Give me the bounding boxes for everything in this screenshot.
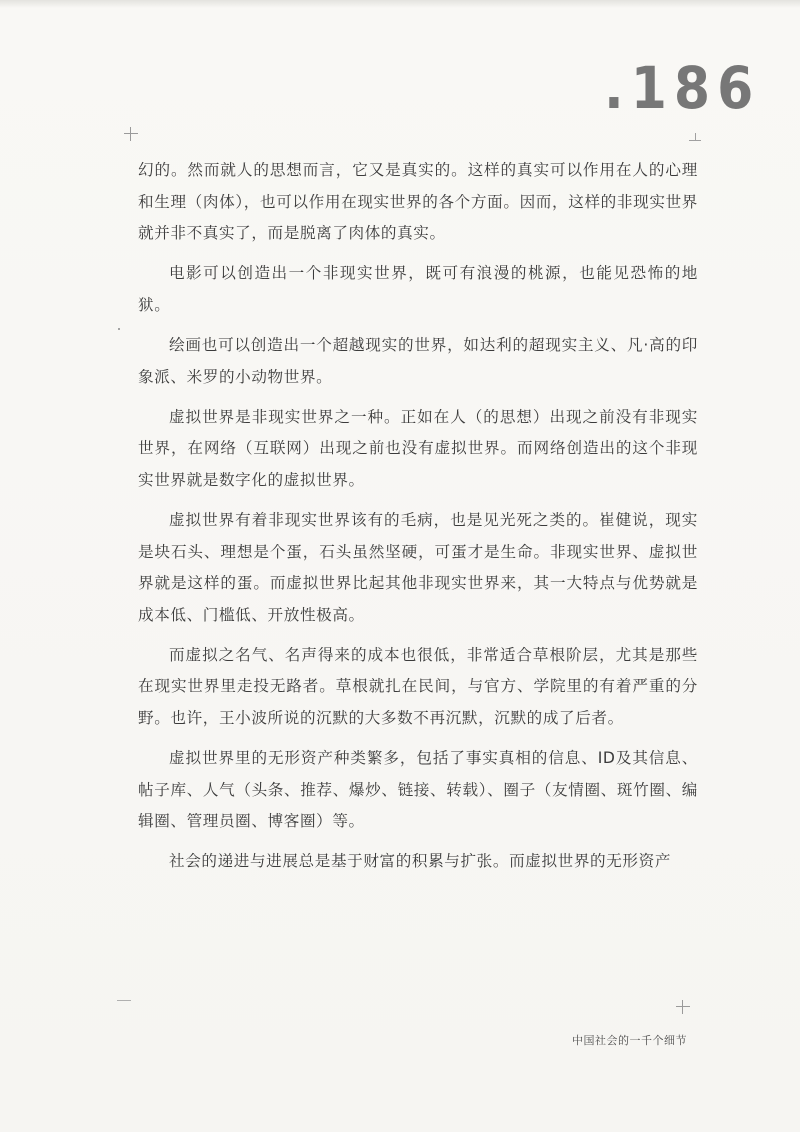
crop-mark-bottom-left — [117, 1000, 131, 1001]
paragraph: 虚拟世界有着非现实世界该有的毛病，也是见光死之类的。崔健说，现实是块石头、理想是个蛋，石头虽然坚硬，可蛋才是生命。非现实世界、虚拟世界就是这样的蛋。而虚拟世界比起其他非现实世界来，其一大特点与优势就是成本低、门槛低、开放性极高。 — [138, 510, 698, 624]
body-text — [138, 155, 698, 886]
margin-speck — [118, 328, 120, 330]
running-footer: 中国社会的一千个细节 — [572, 1034, 687, 1047]
paragraph: 而虚拟之名气、名声得来的成本也很低，非常适合草根阶层，尤其是那些在现实世界里走投无路者。草根就扎在民间，与官方、学院里的有着严重的分野。也许，王小波所说的沉默的大多数不再沉默，沉默的成了后者。 — [138, 645, 698, 727]
page-top-edge — [0, 0, 800, 8]
page-number: .186 — [604, 55, 761, 123]
paragraph: 幻的。然而就人的思想而言，它又是真实的。这样的真实可以作用在人的心理和生理（肉体），也可以作用在现实世界的各个方面。因而，这样的非现实世界就并非不真实了，而是脱离了肉体的真实。 — [138, 161, 698, 243]
crop-mark-top-left — [124, 127, 138, 141]
paragraph: 电影可以创造出一个非现实世界，既可有浪漫的桃源，也能见恐怖的地狱。 — [138, 264, 698, 314]
paragraph: 社会的递进与进展总是基于财富的积累与扩张。而虚拟世界的无形资产 — [169, 852, 672, 871]
paragraph: 虚拟世界是非现实世界之一种。正如在人（的思想）出现之前没有非现实世界，在网络（互联网）出现之前也没有虚拟世界。而网络创造出的这个非现实世界就是数字化的虚拟世界。 — [138, 407, 698, 489]
crop-mark-bottom-right — [676, 1000, 690, 1014]
paragraph: 绘画也可以创造出一个超越现实的世界，如达利的超现实主义、凡·高的印象派、米罗的小动物世界。 — [138, 335, 698, 386]
crop-mark-top-right-h — [689, 140, 701, 141]
paragraph: 虚拟世界里的无形资产种类繁多，包括了事实真相的信息、ID及其信息、帖子库、人气（头条、推荐、爆炒、链接、转载）、圈子（友情圈、斑竹圈、编辑圈、管理员圈、博客圈）等。 — [138, 749, 698, 831]
